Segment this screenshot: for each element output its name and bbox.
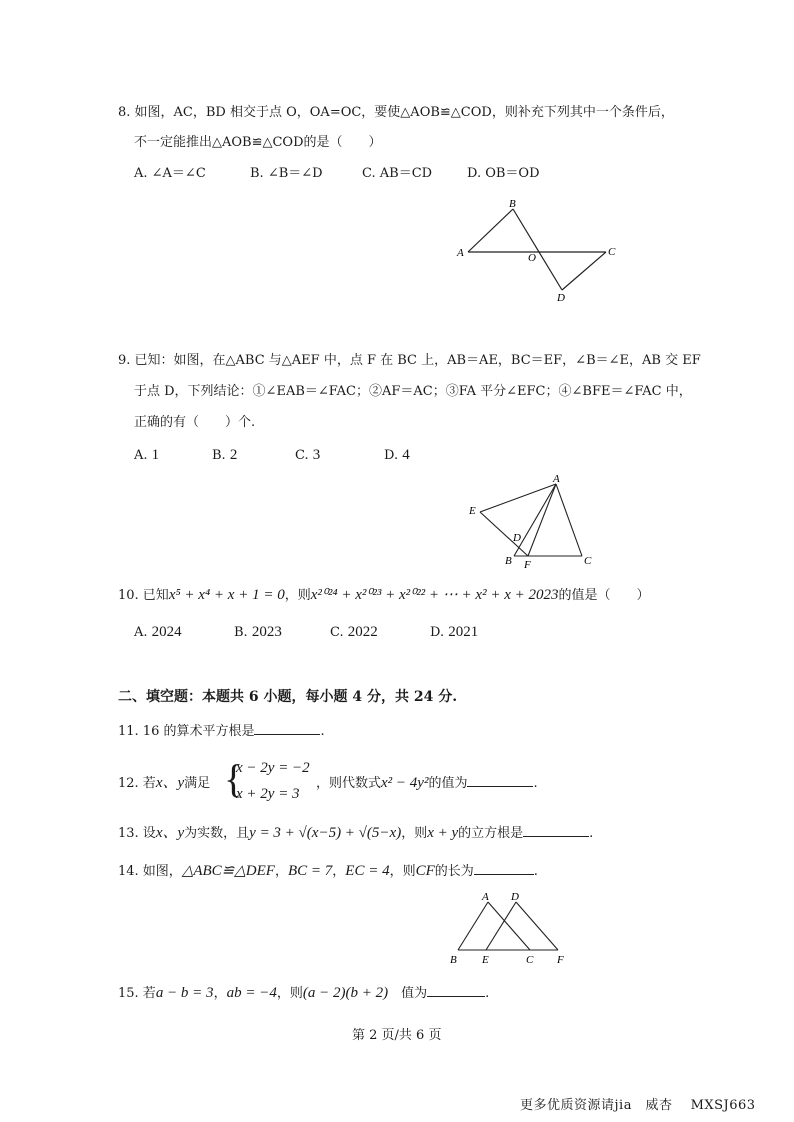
q9-line3: 正确的有（ ）个. [134, 415, 256, 430]
q9-figure [460, 470, 600, 570]
q9-label-c: C [584, 555, 592, 567]
page-number: 第 2 页/共 6 页 [352, 1028, 442, 1043]
q8-label-b: B [509, 198, 516, 210]
q8-option-b: B. ∠B＝∠D [250, 166, 323, 181]
q10-option-a: A. 2024 [134, 624, 182, 640]
q8-option-c: C. AB＝CD [362, 166, 433, 181]
q8-label-o: O [528, 252, 536, 264]
q8-line-bd [513, 209, 562, 290]
q12-answer-blank[interactable] [467, 774, 533, 787]
q9-option-c: C. 3 [295, 447, 321, 463]
q10-condition: x⁵ + x⁴ + x + 1 = 0 [168, 587, 285, 603]
q9-label-d: D [513, 532, 521, 544]
q8-figure [450, 195, 630, 305]
q8-line1: 8. 如图，AC，BD 相交于点 O，OA=OC，要使△AOB≌△COD，则补充下列其中一个条件后， [118, 105, 674, 120]
q9-line-ac [556, 484, 582, 556]
q14: 14. 如图，△ABC≌△DEF，BC = 7，EC = 4，则CF的长为 . [118, 863, 538, 879]
q10-option-c: C. 2022 [330, 624, 378, 640]
q10-option-d: D. 2021 [430, 624, 479, 640]
q14-label-e: E [482, 954, 489, 966]
q8-option-d: D. OB＝OD [467, 166, 540, 181]
q9-option-b: B. 2 [212, 447, 238, 463]
q10-expression: x²⁰²⁴ + x²⁰²³ + x²⁰²² + ⋯ + x² + x + 2023 [310, 587, 559, 603]
q14-figure [446, 888, 576, 970]
q8-label-d: D [557, 292, 565, 304]
q14-label-d: D [511, 891, 519, 903]
q12-brace: { [224, 756, 244, 801]
q9-option-d: D. 4 [384, 447, 410, 463]
q9-label-e: E [469, 505, 476, 517]
section-2-title: 二、填空题：本题共 6 小题，每小题 4 分，共 24 分. [118, 689, 458, 705]
q8-option-a: A. ∠A＝∠C [134, 166, 206, 181]
q14-line-ac [488, 902, 530, 950]
q13: 13. 设x、y为实数，且y = 3 + √(x−5) + √(5−x)，则x + y的立方根是 . [118, 825, 594, 841]
q15-answer-blank[interactable] [427, 984, 485, 997]
q14-line-ab [458, 902, 488, 950]
q9-option-a: A. 1 [134, 447, 160, 463]
q9-label-a: A [553, 473, 560, 485]
q14-label-b: B [450, 954, 457, 966]
q13-answer-blank[interactable] [523, 824, 589, 837]
q15: 15. 若a − b = 3，ab = −4，则(a − 2)(b + 2) 值为 . [118, 985, 490, 1001]
q14-answer-blank[interactable] [474, 862, 534, 875]
q8-line-cd [562, 252, 606, 290]
q9-label-b: B [505, 555, 512, 567]
q12: 12. 若x、y满足 [118, 775, 211, 791]
q9-line-ae [480, 484, 556, 512]
q10-stem: 10. 已知x⁵ + x⁴ + x + 1 = 0，则x²⁰²⁴ + x²⁰²³ + x²⁰²² + ⋯ + x² + x + 2023的值是（ ） [118, 587, 650, 603]
q9-line1: 9. 已知：如图，在△ABC 与△AEF 中，点 F 在 BC 上，AB＝AE，BC＝EF，∠B＝∠E，AB 交 EF [118, 353, 701, 368]
q14-label-c: C [526, 954, 534, 966]
q12-eq2: x + 2y = 3 [236, 786, 300, 802]
q9-line-ab [514, 484, 556, 556]
q9-line2: 于点 D，下列结论：①∠EAB＝∠FAC；②AF＝AC；③FA 平分∠EFC；④∠BFE＝∠FAC 中， [134, 384, 692, 399]
q8-line-ab [468, 209, 513, 252]
q11: 11. 16 的算术平方根是 . [118, 724, 325, 739]
q9-label-f: F [524, 559, 531, 570]
bottom-note: 更多优质资源请jia 威杏 MXSJ663 [520, 1098, 756, 1113]
q14-label-a: A [482, 891, 489, 903]
q12-tail: ，则代数式x² − 4y²的值为 . [316, 775, 538, 791]
q8-label-c: C [608, 246, 616, 258]
q9-line-af [528, 484, 556, 556]
q14-label-f: F [557, 954, 564, 966]
q14-line-df [516, 902, 558, 950]
q8-label-a: A [457, 247, 464, 259]
q8-line2: 不一定能推出△AOB≌△COD的是（ ） [134, 135, 382, 150]
q12-eq1: x − 2y = −2 [236, 760, 310, 776]
q14-line-de [486, 902, 516, 950]
q10-option-b: B. 2023 [234, 624, 282, 640]
q11-answer-blank[interactable] [254, 722, 320, 735]
